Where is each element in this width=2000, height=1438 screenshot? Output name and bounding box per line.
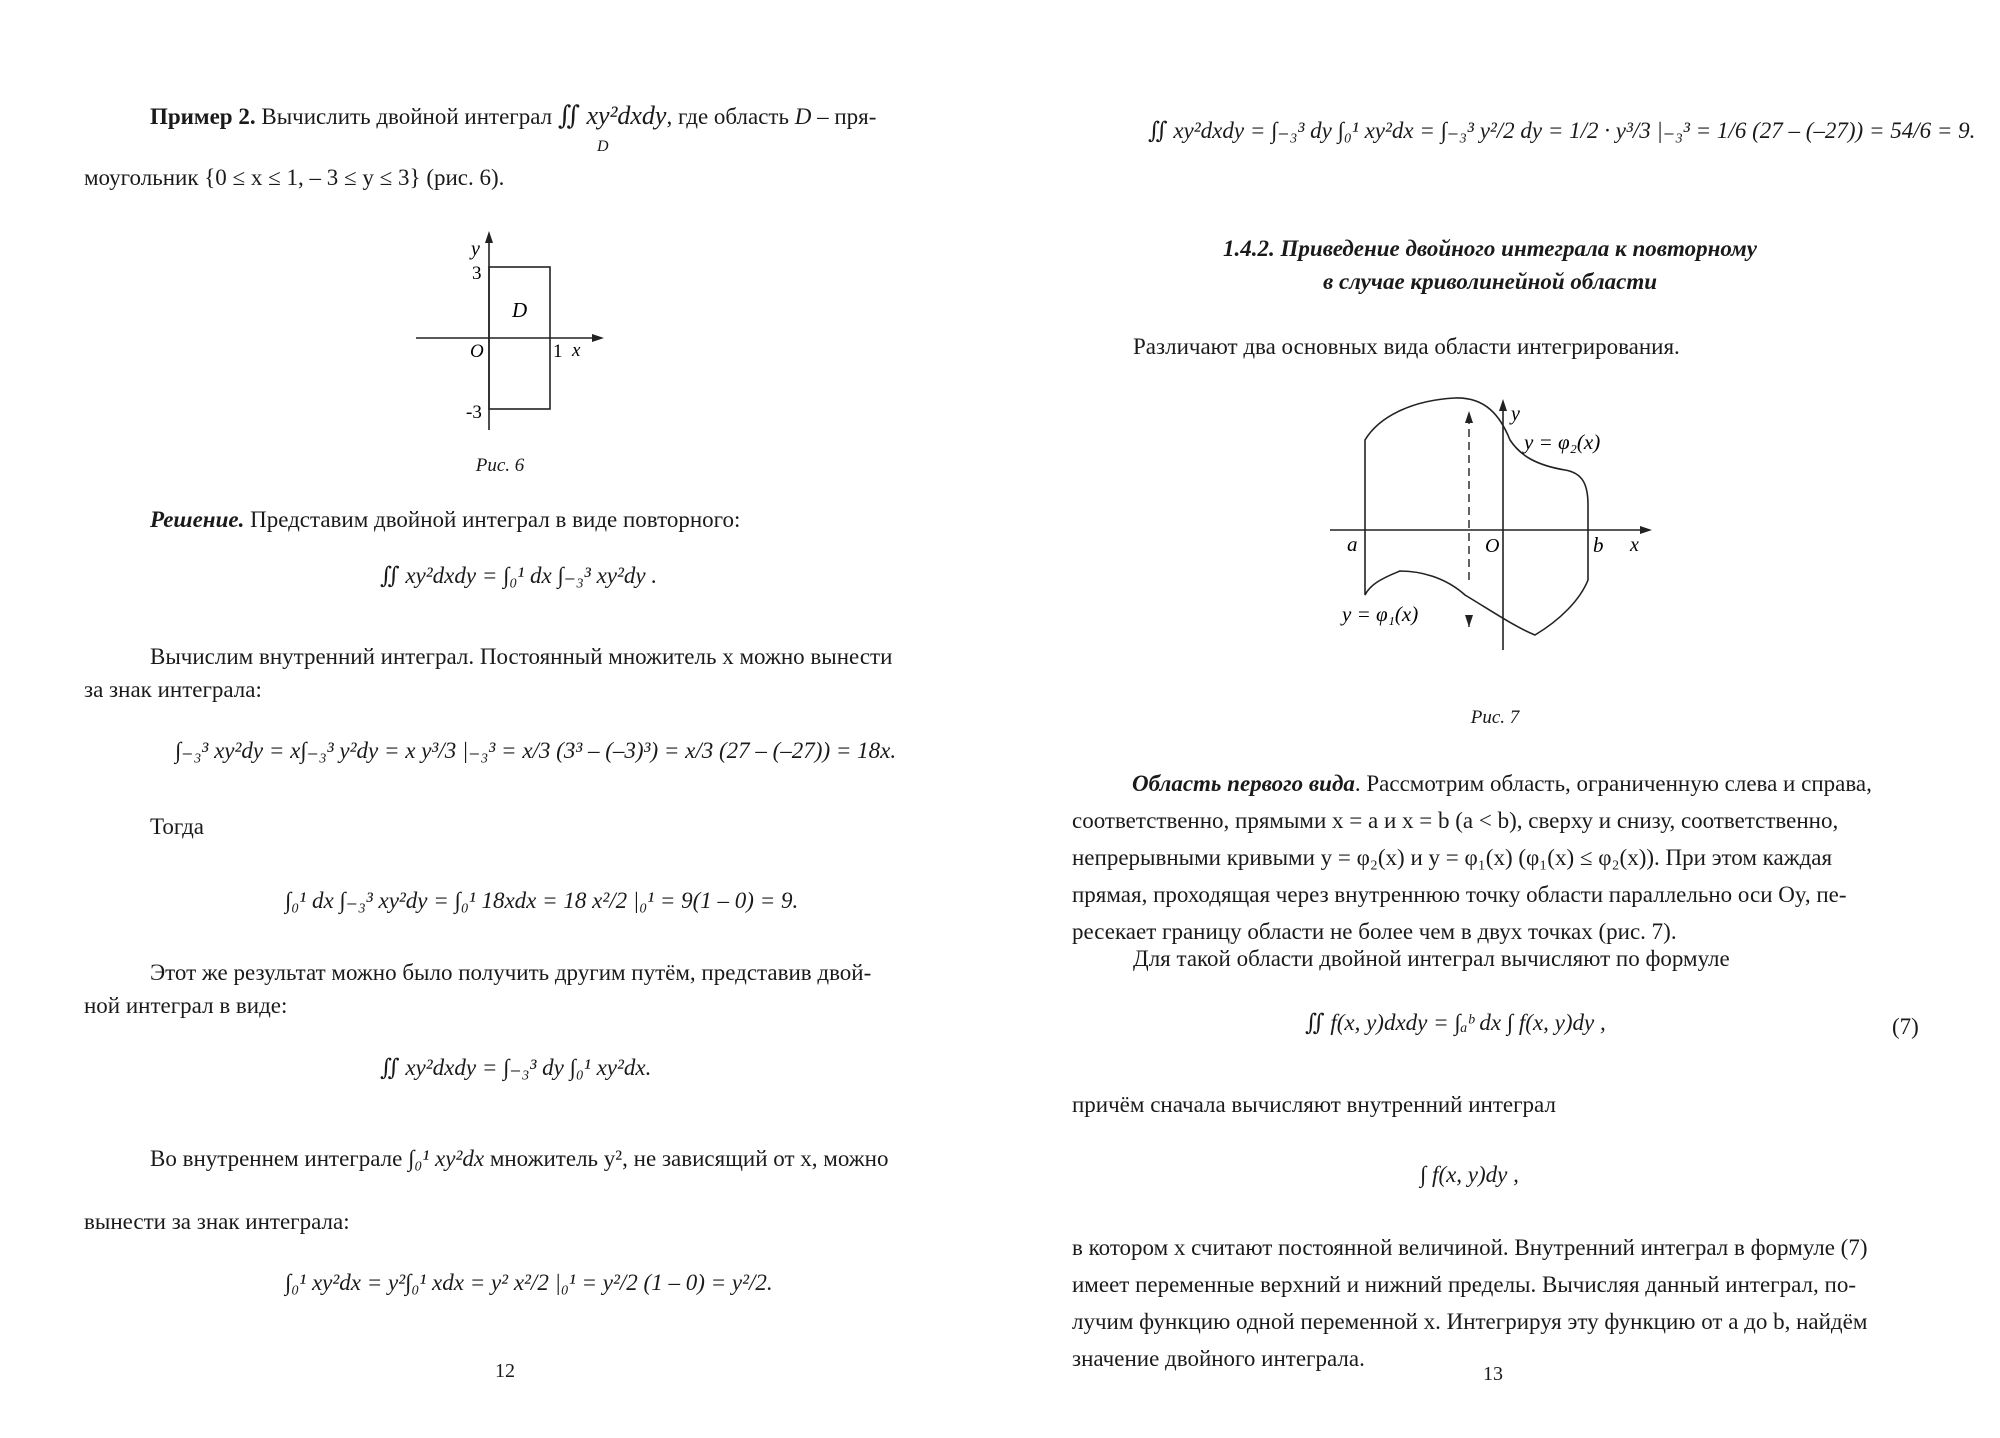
right-page [1000,0,2000,1438]
inner-note-a: Во внутреннем интеграле [150,1146,403,1171]
fig7-caption: Рис. 7 [1470,707,1520,728]
fig7-phi1-label: y = φ₁(x) [1342,602,1419,626]
formula-inner-dx: ∫₀¹ xy²dx = y²∫₀¹ xdx = y² x²/2 |₀¹ = y²/2 (1 – 0) = y²/2. [285,1270,773,1295]
formula-iterated-2: ∬ xy²dxdy = ∫₋₃³ dy ∫₀¹ xy²dx. [380,1055,652,1080]
example-line-1 [150,101,876,132]
solution-line [150,505,740,535]
example-line-2: моугольник {0 ≤ x ≤ 1, – 3 ≤ y ≤ 3} (рис. 6). [84,165,505,190]
section-heading [1100,232,1880,298]
inner-note-b: множитель y², не зависящий от x, можно [489,1146,889,1171]
fig7-origin: O [1485,535,1500,557]
example-text-3: – пря- [817,104,877,129]
p4-line-1: в котором x считают постоянной величиной. Внутренний интеграл в формуле (7) [1072,1235,1868,1260]
page-number-left: 12 [495,1360,515,1382]
fig6-caption: Рис. 6 [475,455,525,476]
p4-line-4: значение двойного интеграла. [1072,1346,1365,1371]
example-label: Пример 2. [150,104,256,129]
inner-integral-para-2: за знак интеграла: [84,677,262,702]
solution-label: Решение. [150,507,245,532]
fig6-origin: O [470,341,484,362]
fig6-tick-x1: 1 [553,341,563,362]
top-formula: ∬ xy²dxdy = ∫₋₃³ dy ∫₀¹ xy²dx = ∫₋₃³ y²/2 dy = 1/2 · y³/3 |₋₃³ = 1/6 (27 – (–27)) = 54/6 = 9. [1148,118,1976,143]
fig6-tick-y3: 3 [472,263,482,284]
formula-intro: Для такой области двойной интеграл вычисляют по формуле [1133,946,1730,971]
inner-note-integral: ∫₀¹ xy²dx [408,1146,485,1171]
figure-7 [1325,385,1660,660]
fig6-y-label: y [471,238,480,260]
inner-integral-para-1: Вычислим внутренний интеграл. Постоянный множитель x можно вынести [150,644,893,669]
example-text-1: Вычислить двойной интеграл [261,104,553,129]
dashed-line-arrow-top [1465,411,1473,423]
fig7-x-label: x [1630,534,1639,556]
first-type-label: Область первого вида [1132,771,1355,796]
formula-outer-calc: ∫₀¹ dx ∫₋₃³ xy²dy = ∫₀¹ 18xdx = 18 x²/2 |₀¹ = 9(1 – 0) = 9. [285,888,799,913]
formula-inner: ∫ f(x, y)dy , [1420,1162,1519,1187]
section-heading-line-2: в случае криволинейной области [1322,269,1658,294]
fig6-x-label: x [572,340,581,361]
fig7-a-label: a [1347,532,1358,556]
p1-line-2: соответственно, прямыми x = a и x = b (a < b), сверху и снизу, соответственно, [1072,808,1839,833]
y-axis-arrow [1499,399,1507,411]
p4-line-2: имеет переменные верхний и нижний пределы. Вычисляя данный интеграл, по- [1072,1272,1856,1297]
fig7-y-label: y [1511,403,1520,425]
formula-inner-calc: ∫₋₃³ xy²dy = x∫₋₃³ y²dy = x y³/3 |₋₃³ = x/3 (3³ – (–3)³) = x/3 (27 – (–27)) = 18x. [175,738,897,763]
fig7-phi2-label: y = φ₂(x) [1524,430,1601,454]
p1-line-3: непрерывными кривыми y = φ₂(x) и y = φ₁(x) (φ₁(x) ≤ φ₂(x)). При этом каждая [1072,845,1833,870]
x-axis-arrow [592,334,604,342]
figure-6 [400,225,620,445]
fig6-tick-ym3: -3 [466,402,482,423]
inner-integral-note-line-2: вынести за знак интеграла: [84,1209,350,1234]
final-paragraph [1072,1229,1922,1377]
fig7-b-label: b [1593,533,1604,557]
intro-text: Различают два основных вида области интегрирования. [1133,334,1680,359]
p1-line-1: . Рассмотрим область, ограниченную слева и справа, [1354,771,1872,796]
formula-iterated-1: ∬ xy²dxdy = ∫₀¹ dx ∫₋₃³ xy²dy . [380,563,658,588]
p4-line-3: лучим функцию одной переменной x. Интегрируя эту функцию от a до b, найдём [1072,1309,1868,1334]
y-axis-arrow [485,231,493,243]
example-text-2: , где область [666,104,789,129]
example-var-d: D [794,104,812,129]
formula-7-number: (7) [1892,1014,1919,1039]
formula-7: ∬ f(x, y)dxdy = ∫ₐᵇ dx ∫ f(x, y)dy , [1305,1010,1606,1035]
x-axis-arrow [1640,526,1652,534]
example-integral: ∬ xy²dxdy [557,101,667,130]
other-way-para-1: Этот же результат можно было получить другим путём, представив двой- [150,960,872,985]
inner-integral-note-line [150,1144,888,1174]
fig6-region-label: D [512,298,528,322]
example-integral-sub: D [597,138,609,155]
solution-text: Представим двойной интеграл в виде повторного: [244,507,741,532]
page-number-right: 13 [1483,1363,1503,1385]
first-type-paragraph [1072,765,1922,950]
other-way-para-2: ной интеграл в виде: [84,993,288,1018]
p1-line-4: прямая, проходящая через внутреннюю точку области параллельно оси Oy, пе- [1072,882,1847,907]
p1-line-5: ресекает границу области не более чем в двух точках (рис. 7). [1072,919,1677,944]
inner-first-text: причём сначала вычисляют внутренний интеграл [1072,1092,1556,1117]
togda-text: Тогда [150,814,205,839]
section-heading-line-1: 1.4.2. Приведение двойного интеграла к повторному [1223,236,1757,261]
